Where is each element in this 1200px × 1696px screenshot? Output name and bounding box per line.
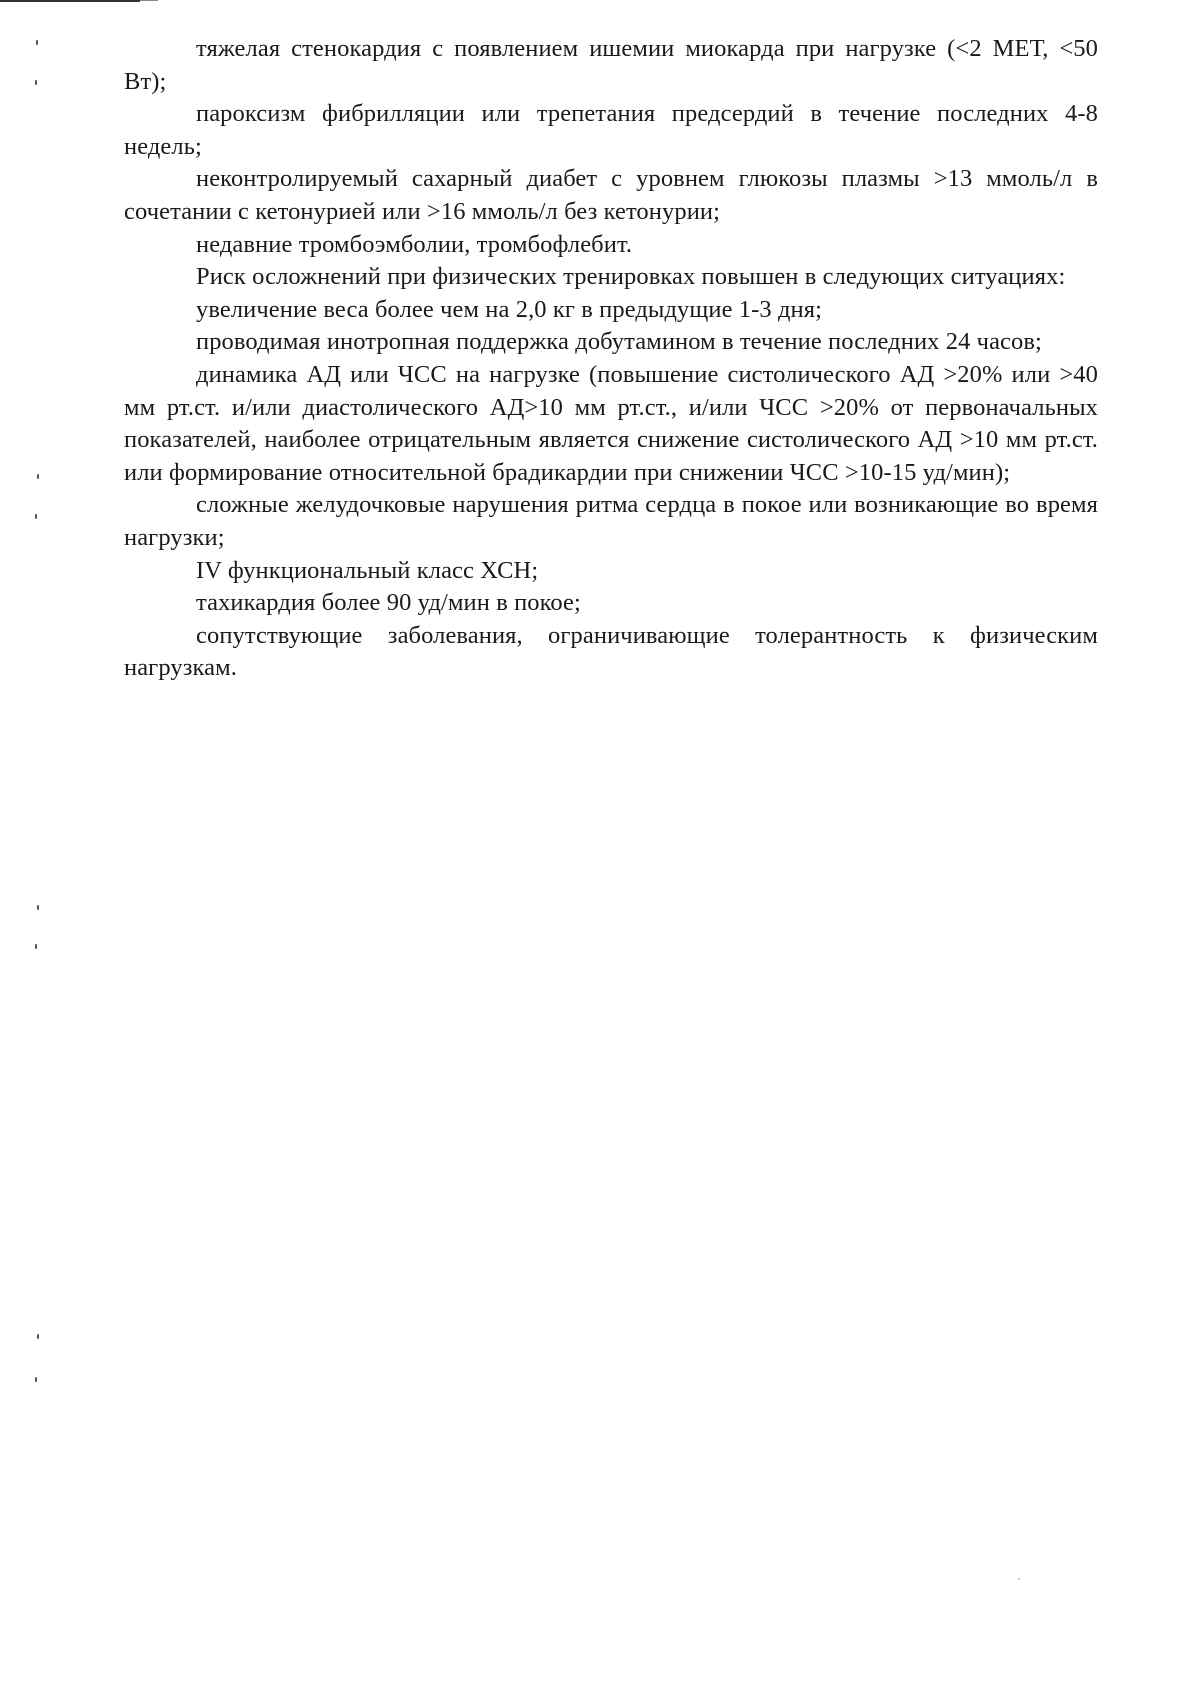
document-body [124, 33, 1098, 685]
paragraph: тахикардия более 90 уд/мин в покое; [196, 589, 581, 617]
paragraph: сопутствующие заболевания, ограничивающие толерантность к физическим нагрузкам. [124, 621, 1098, 682]
binder-mark [35, 514, 37, 519]
binder-mark [37, 1334, 39, 1339]
paragraph: тяжелая стенокардия с появлением ишемии миокарда при нагрузке (<2 МЕТ, <50 Вт); [124, 35, 1098, 95]
paragraph: пароксизм фибрилляции или трепетания предсердий в течение последних 4-8 недель; [124, 100, 1098, 160]
binder-mark [37, 474, 39, 479]
paragraph: неконтролируемый сахарный диабет с уровнем глюкозы плазмы >13 ммоль/л в сочетании с кетонурией или >16 ммоль/л без кетонурии; [124, 165, 1098, 225]
paragraph: сложные желудочковые нарушения ритма сердца в покое или возникающие во время нагрузки; [124, 491, 1098, 551]
binder-mark [35, 80, 37, 85]
paragraph: динамика АД или ЧСС на нагрузке (повышение систолического АД >20% или >40 мм рт.ст. и/или диастолического АД>10 мм рт.ст., и/или ЧСС >20% от первоначальных показателей, наиболее отрицательным является снижение систолического АД >10 мм рт.ст. или формирование относительной брадикардии при снижении ЧСС >10-15 уд/мин); [124, 360, 1098, 486]
paragraph: проводимая инотропная поддержка добутамином в течение последних 24 часов; [196, 328, 1042, 356]
binder-mark [35, 944, 37, 949]
scan-speck [1018, 1578, 1020, 1580]
paragraph: недавние тромбоэмболии, тромбофлебит. [196, 230, 633, 258]
binder-mark [35, 1377, 37, 1382]
paragraph: Риск осложнений при физических тренировках повышен в следующих ситуациях: [196, 263, 1066, 291]
paragraph: IV функциональный класс ХСН; [196, 556, 539, 584]
paragraph: увеличение веса более чем на 2,0 кг в предыдущие 1-3 дня; [196, 295, 822, 323]
top-edge-rule [0, 0, 140, 2]
binder-mark [37, 905, 39, 910]
binder-mark [36, 40, 38, 45]
top-edge-rule-tail [140, 0, 158, 1]
